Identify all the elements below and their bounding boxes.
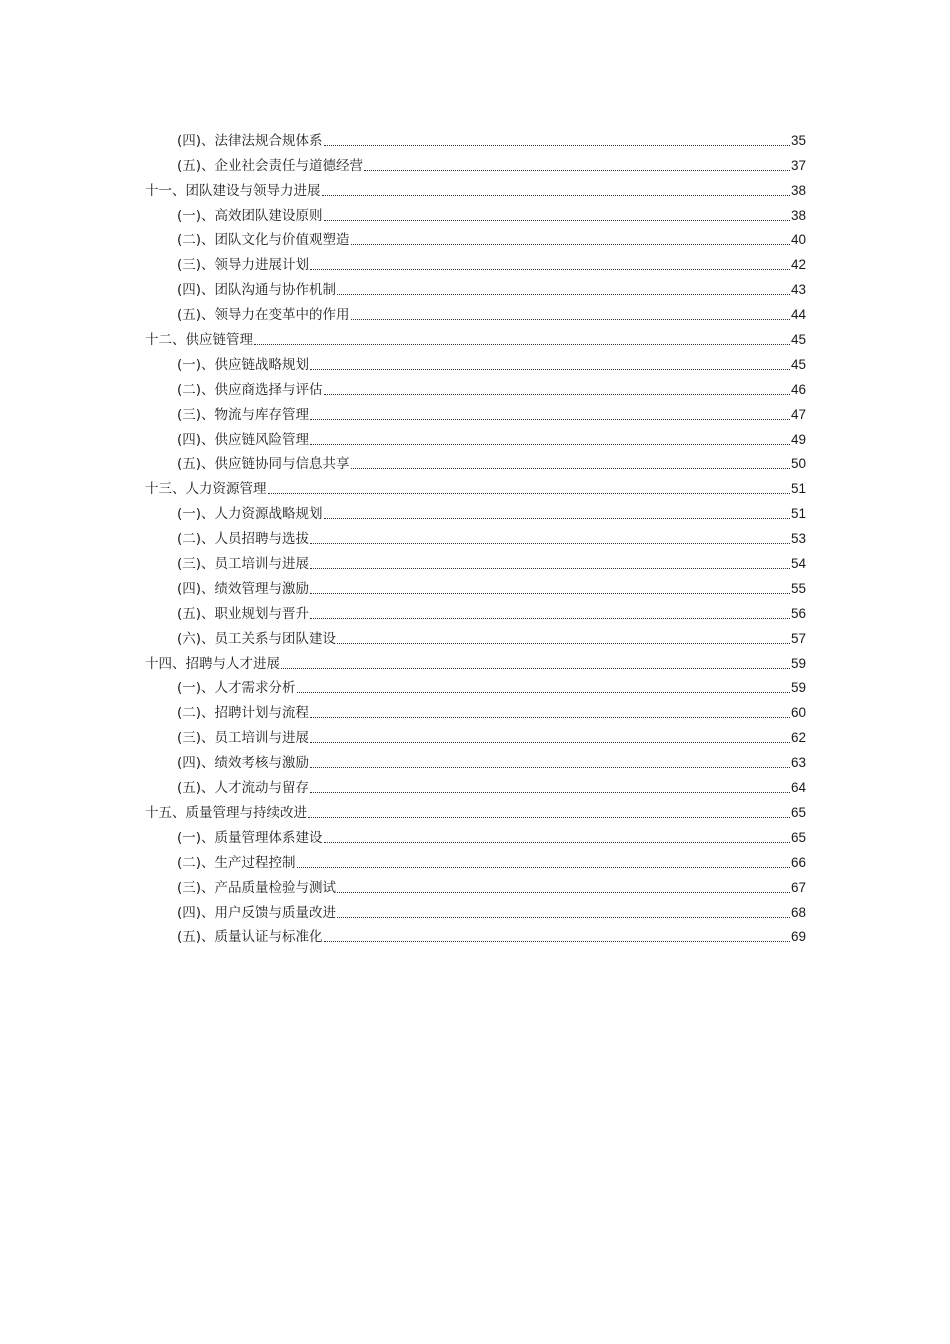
toc-page-number: 35 bbox=[790, 132, 806, 148]
toc-entry-title: (六)、员工关系与团队建设 bbox=[177, 630, 337, 647]
toc-dot-leader bbox=[310, 369, 790, 370]
toc-dot-leader bbox=[310, 419, 790, 420]
toc-entry-title: (二)、团队文化与价值观塑造 bbox=[177, 232, 350, 249]
toc-dot-leader bbox=[324, 145, 790, 146]
toc-entry-title: (二)、供应商选择与评估 bbox=[177, 381, 323, 398]
toc-entry-title: (五)、职业规划与晋升 bbox=[177, 605, 310, 622]
toc-page-number: 38 bbox=[790, 207, 806, 223]
toc-section-entry[interactable] bbox=[145, 249, 806, 274]
toc-entry-title: (四)、用户反馈与质量改进 bbox=[177, 904, 337, 921]
toc-entry-title: 十一、团队建设与领导力进展 bbox=[145, 182, 321, 199]
toc-page-number: 67 bbox=[790, 879, 806, 895]
toc-entry-title: (一)、人力资源战略规划 bbox=[177, 506, 323, 523]
toc-page-number: 49 bbox=[790, 431, 806, 447]
toc-entry-title: 十三、人力资源管理 bbox=[145, 481, 267, 498]
toc-dot-leader bbox=[351, 244, 790, 245]
toc-dot-leader bbox=[310, 767, 790, 768]
toc-dot-leader bbox=[310, 618, 790, 619]
toc-section-entry[interactable] bbox=[145, 424, 806, 449]
toc-entry-title: (四)、绩效考核与激励 bbox=[177, 755, 310, 772]
toc-entry-title: (五)、供应链协同与信息共享 bbox=[177, 456, 350, 473]
toc-page-number: 46 bbox=[790, 381, 806, 397]
toc-entry-title: (三)、物流与库存管理 bbox=[177, 406, 310, 423]
toc-page-number: 63 bbox=[790, 755, 806, 771]
toc-entry-title: (五)、质量认证与标准化 bbox=[177, 929, 323, 946]
toc-dot-leader bbox=[337, 294, 790, 295]
toc-section-entry[interactable] bbox=[145, 673, 806, 698]
toc-dot-leader bbox=[310, 717, 790, 718]
toc-entry-title: (四)、法律法规合规体系 bbox=[177, 132, 323, 149]
toc-page-number: 40 bbox=[790, 232, 806, 248]
toc-entry-title: (四)、团队沟通与协作机制 bbox=[177, 282, 337, 299]
toc-dot-leader bbox=[281, 668, 790, 669]
toc-entry-title: (五)、人才流动与留存 bbox=[177, 780, 310, 797]
toc-dot-leader bbox=[324, 518, 790, 519]
toc-dot-leader bbox=[310, 543, 790, 544]
toc-entry-title: 十二、供应链管理 bbox=[145, 332, 253, 349]
toc-entry-title: 十四、招聘与人才进展 bbox=[145, 655, 280, 672]
toc-dot-leader bbox=[322, 195, 790, 196]
toc-page-number: 59 bbox=[790, 680, 806, 696]
toc-section-entry[interactable] bbox=[145, 548, 806, 573]
toc-section-entry[interactable] bbox=[145, 523, 806, 548]
toc-page-number: 56 bbox=[790, 605, 806, 621]
toc-section-entry[interactable] bbox=[145, 573, 806, 598]
toc-dot-leader bbox=[310, 742, 790, 743]
toc-section-entry[interactable] bbox=[145, 847, 806, 872]
toc-dot-leader bbox=[310, 444, 790, 445]
toc-dot-leader bbox=[337, 917, 790, 918]
toc-page-number: 65 bbox=[790, 829, 806, 845]
toc-chapter-entry[interactable] bbox=[145, 473, 806, 498]
toc-dot-leader bbox=[297, 867, 790, 868]
toc-entry-title: (一)、人才需求分析 bbox=[177, 680, 296, 697]
toc-entry-title: (三)、员工培训与进展 bbox=[177, 730, 310, 747]
toc-section-entry[interactable] bbox=[145, 150, 806, 175]
table-of-contents bbox=[145, 125, 806, 946]
toc-dot-leader bbox=[310, 568, 790, 569]
toc-page-number: 42 bbox=[790, 257, 806, 273]
toc-page-number: 51 bbox=[790, 506, 806, 522]
toc-page-number: 38 bbox=[790, 182, 806, 198]
toc-page-number: 37 bbox=[790, 157, 806, 173]
toc-entry-title: (三)、员工培训与进展 bbox=[177, 556, 310, 573]
toc-section-entry[interactable] bbox=[145, 772, 806, 797]
toc-entry-title: (四)、供应链风险管理 bbox=[177, 431, 310, 448]
toc-section-entry[interactable] bbox=[145, 722, 806, 747]
toc-entry-title: (一)、高效团队建设原则 bbox=[177, 207, 323, 224]
toc-chapter-entry[interactable] bbox=[145, 175, 806, 200]
toc-section-entry[interactable] bbox=[145, 349, 806, 374]
toc-entry-title: (五)、企业社会责任与道德经营 bbox=[177, 157, 364, 174]
toc-page-number: 44 bbox=[790, 307, 806, 323]
toc-dot-leader bbox=[351, 319, 790, 320]
toc-dot-leader bbox=[351, 468, 790, 469]
toc-section-entry[interactable] bbox=[145, 872, 806, 897]
toc-entry-title: (一)、供应链战略规划 bbox=[177, 356, 310, 373]
toc-section-entry[interactable] bbox=[145, 623, 806, 648]
toc-dot-leader bbox=[337, 892, 790, 893]
toc-dot-leader bbox=[324, 842, 790, 843]
toc-section-entry[interactable] bbox=[145, 822, 806, 847]
toc-section-entry[interactable] bbox=[145, 225, 806, 250]
toc-page-number: 43 bbox=[790, 282, 806, 298]
toc-page-number: 59 bbox=[790, 655, 806, 671]
toc-entry-title: (三)、产品质量检验与测试 bbox=[177, 879, 337, 896]
toc-section-entry[interactable] bbox=[145, 922, 806, 947]
toc-page-number: 62 bbox=[790, 730, 806, 746]
toc-entry-title: 十五、质量管理与持续改进 bbox=[145, 804, 307, 821]
toc-dot-leader bbox=[310, 792, 790, 793]
toc-dot-leader bbox=[364, 170, 790, 171]
toc-chapter-entry[interactable] bbox=[145, 648, 806, 673]
toc-dot-leader bbox=[308, 817, 790, 818]
toc-page-number: 45 bbox=[790, 332, 806, 348]
toc-entry-title: (四)、绩效管理与激励 bbox=[177, 580, 310, 597]
toc-chapter-entry[interactable] bbox=[145, 797, 806, 822]
toc-section-entry[interactable] bbox=[145, 747, 806, 772]
toc-chapter-entry[interactable] bbox=[145, 324, 806, 349]
toc-section-entry[interactable] bbox=[145, 299, 806, 324]
toc-page-number: 65 bbox=[790, 804, 806, 820]
toc-entry-title: (三)、领导力进展计划 bbox=[177, 257, 310, 274]
toc-entry-title: (二)、招聘计划与流程 bbox=[177, 705, 310, 722]
toc-section-entry[interactable] bbox=[145, 697, 806, 722]
toc-dot-leader bbox=[310, 593, 790, 594]
toc-page-number: 69 bbox=[790, 929, 806, 945]
toc-page-number: 57 bbox=[790, 630, 806, 646]
toc-dot-leader bbox=[337, 643, 790, 644]
toc-dot-leader bbox=[324, 941, 790, 942]
toc-page-number: 55 bbox=[790, 580, 806, 596]
toc-section-entry[interactable] bbox=[145, 125, 806, 150]
toc-section-entry[interactable] bbox=[145, 200, 806, 225]
toc-entry-title: (二)、生产过程控制 bbox=[177, 854, 296, 871]
toc-page-number: 51 bbox=[790, 481, 806, 497]
toc-section-entry[interactable] bbox=[145, 897, 806, 922]
toc-dot-leader bbox=[297, 692, 790, 693]
toc-page-number: 66 bbox=[790, 854, 806, 870]
toc-dot-leader bbox=[254, 344, 790, 345]
toc-entry-title: (五)、领导力在变革中的作用 bbox=[177, 307, 350, 324]
toc-dot-leader bbox=[310, 269, 790, 270]
toc-section-entry[interactable] bbox=[145, 449, 806, 474]
toc-page-number: 47 bbox=[790, 406, 806, 422]
toc-page-number: 68 bbox=[790, 904, 806, 920]
toc-dot-leader bbox=[268, 493, 790, 494]
toc-page-number: 60 bbox=[790, 705, 806, 721]
toc-page-number: 45 bbox=[790, 356, 806, 372]
toc-section-entry[interactable] bbox=[145, 399, 806, 424]
toc-page-number: 64 bbox=[790, 780, 806, 796]
toc-entry-title: (二)、人员招聘与选拔 bbox=[177, 531, 310, 548]
toc-dot-leader bbox=[324, 220, 790, 221]
toc-page-number: 50 bbox=[790, 456, 806, 472]
toc-page-number: 54 bbox=[790, 556, 806, 572]
toc-entry-title: (一)、质量管理体系建设 bbox=[177, 829, 323, 846]
toc-page-number: 53 bbox=[790, 531, 806, 547]
toc-section-entry[interactable] bbox=[145, 598, 806, 623]
toc-section-entry[interactable] bbox=[145, 274, 806, 299]
toc-section-entry[interactable] bbox=[145, 498, 806, 523]
toc-section-entry[interactable] bbox=[145, 374, 806, 399]
toc-dot-leader bbox=[324, 394, 790, 395]
